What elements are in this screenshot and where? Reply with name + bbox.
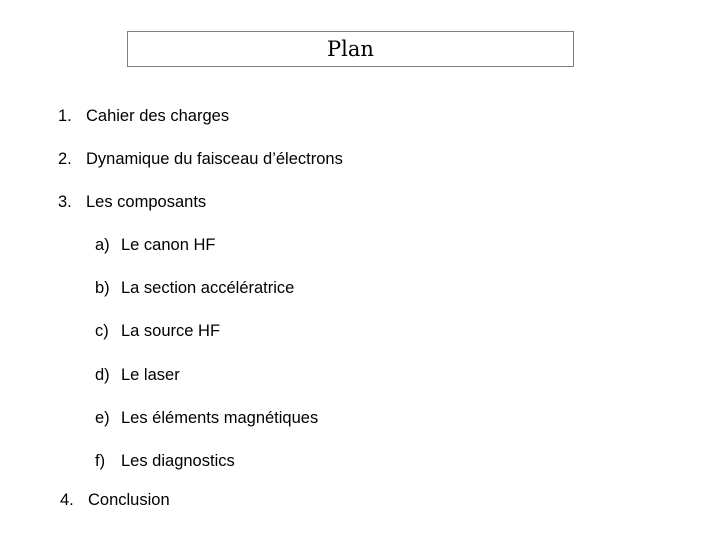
list-item-label: Dynamique du faisceau d’électrons (86, 150, 343, 168)
sub-item-d (95, 365, 180, 385)
list-item-label: Conclusion (88, 491, 170, 509)
list-number: 1. (58, 107, 72, 125)
sub-item-label: Le canon HF (121, 236, 216, 254)
sub-item-b (95, 278, 294, 298)
sub-item-label: La section accélératrice (121, 279, 295, 297)
list-item-1 (58, 106, 229, 126)
sub-item-label: La source HF (121, 322, 221, 340)
sub-item-label: Les diagnostics (121, 452, 235, 470)
list-item-3 (58, 192, 206, 212)
sub-item-label: Le laser (121, 366, 180, 384)
sub-item-letter: c) (95, 322, 109, 340)
list-item-2 (58, 149, 343, 169)
list-number: 3. (58, 193, 72, 211)
list-number: 2. (58, 150, 72, 168)
list-item-4 (60, 490, 170, 510)
sub-item-c (95, 321, 220, 341)
sub-item-a (95, 235, 215, 255)
sub-item-label: Les éléments magnétiques (121, 409, 319, 427)
sub-item-letter: a) (95, 236, 110, 254)
sub-item-f (95, 451, 235, 471)
list-item-label: Cahier des charges (86, 107, 230, 125)
sub-item-letter: f) (95, 452, 106, 470)
sub-item-e (95, 408, 318, 428)
sub-item-letter: d) (95, 366, 110, 384)
sub-item-letter: e) (95, 409, 110, 427)
slide-title: Plan (327, 37, 374, 61)
list-number: 4. (60, 491, 74, 509)
sub-item-letter: b) (95, 279, 110, 297)
list-item-label: Les composants (86, 193, 207, 211)
